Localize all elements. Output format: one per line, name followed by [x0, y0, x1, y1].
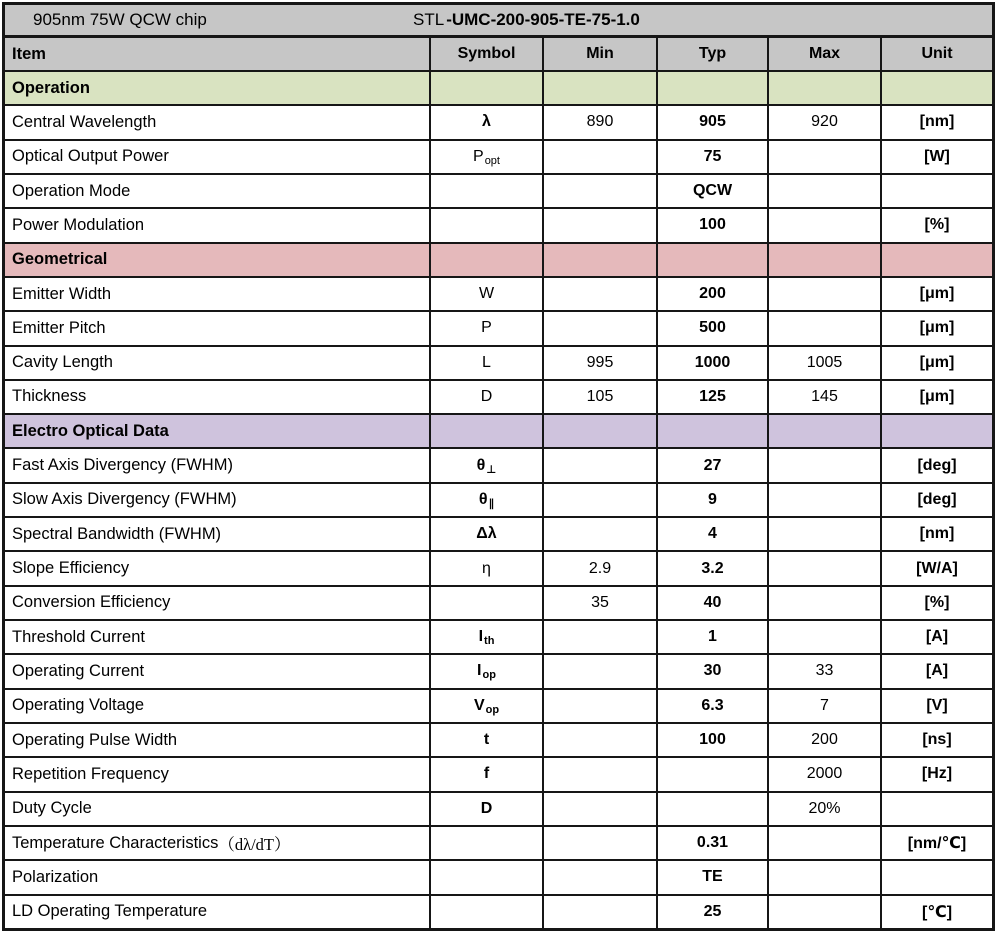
cell-item — [5, 587, 431, 619]
cell-symbol — [431, 106, 544, 138]
cell-min — [544, 827, 658, 859]
cell-item — [5, 827, 431, 859]
cell-unit: [μm] — [919, 285, 955, 303]
item-label: Emitter Width — [12, 284, 112, 303]
cell-min — [544, 244, 658, 276]
cell-unit: [W] — [924, 147, 950, 165]
cell-symbol — [431, 655, 544, 687]
item-label: Spectral Bandwidth (FWHM) — [12, 524, 222, 543]
cell-max: 2000 — [769, 758, 882, 790]
cell-unit: [W/A] — [916, 559, 958, 577]
spec-row-conversion-efficiency — [5, 587, 992, 621]
cell-typ: 3.2 — [658, 552, 769, 584]
cell-min — [544, 415, 658, 447]
item-label: Central Wavelength — [12, 112, 157, 131]
cell-unit: [deg] — [917, 490, 957, 508]
cell-min: 105 — [544, 381, 658, 413]
cell-max — [769, 861, 882, 893]
cell-item — [5, 552, 431, 584]
cell-max — [769, 209, 882, 241]
cell-item — [5, 312, 431, 344]
cell-symbol — [431, 72, 544, 104]
spec-row-fast-axis-divergency-fwhm — [5, 449, 992, 483]
cell-item — [5, 724, 431, 756]
cell-unit — [882, 415, 992, 447]
cell-max — [769, 621, 882, 653]
section-label: Geometrical — [12, 250, 108, 269]
cell-item — [5, 484, 431, 516]
item-label: Thickness — [12, 387, 87, 406]
spec-row-operating-pulse-width — [5, 724, 992, 758]
cell-unit: [nm/℃] — [907, 835, 967, 853]
symbol-text: I — [477, 662, 482, 680]
cell-symbol — [431, 724, 544, 756]
cell-max — [769, 827, 882, 859]
cell-min — [544, 175, 658, 207]
cell-item — [5, 209, 431, 241]
cell-min — [544, 793, 658, 825]
item-label: Operation Mode — [12, 181, 131, 200]
cell-item — [5, 106, 431, 138]
symbol-subscript: th — [484, 635, 495, 648]
cell-max — [769, 244, 882, 276]
model-code: -UMC-200-905-TE-75-1.0 — [446, 10, 640, 29]
item-label: Operating Current — [12, 661, 145, 680]
cell-typ: 25 — [658, 896, 769, 928]
cell-item — [5, 655, 431, 687]
item-label-formula: （dλ/dT） — [218, 835, 291, 855]
spec-row-thickness — [5, 381, 992, 415]
cell-typ: 200 — [658, 278, 769, 310]
cell-max — [769, 518, 882, 550]
cell-unit — [882, 72, 992, 104]
cell-item — [5, 347, 431, 379]
spec-row-cavity-length — [5, 347, 992, 381]
item-label: Slow Axis Divergency (FWHM) — [12, 490, 237, 509]
cell-item — [5, 244, 431, 276]
spec-row-optical-output-power — [5, 141, 992, 175]
cell-unit: [℃] — [921, 903, 953, 921]
product-name: 905nm 75W QCW chip — [33, 10, 207, 29]
cell-typ: 9 — [658, 484, 769, 516]
cell-symbol — [431, 449, 544, 481]
spec-row-emitter-pitch — [5, 312, 992, 346]
cell-unit: [nm] — [919, 113, 955, 131]
cell-max — [769, 484, 882, 516]
cell-symbol — [431, 244, 544, 276]
cell-typ: 4 — [658, 518, 769, 550]
section-label: Electro Optical Data — [12, 421, 169, 440]
cell-unit: [%] — [924, 593, 950, 611]
item-label: Polarization — [12, 867, 99, 886]
cell-typ: 100 — [658, 724, 769, 756]
cell-min: 35 — [544, 587, 658, 619]
cell-typ: 0.31 — [658, 827, 769, 859]
cell-max — [769, 72, 882, 104]
cell-symbol — [431, 381, 544, 413]
item-label: Operating Pulse Width — [12, 730, 178, 749]
spec-row-slope-efficiency — [5, 552, 992, 586]
cell-min — [544, 518, 658, 550]
cell-unit: [Hz] — [921, 765, 953, 783]
cell-min: 890 — [544, 106, 658, 138]
cell-max — [769, 449, 882, 481]
cell-symbol — [431, 793, 544, 825]
cell-symbol — [431, 209, 544, 241]
cell-max: 1005 — [769, 347, 882, 379]
cell-typ: 40 — [658, 587, 769, 619]
cell-symbol — [431, 484, 544, 516]
cell-min — [544, 690, 658, 722]
cell-item — [5, 449, 431, 481]
cell-symbol — [431, 552, 544, 584]
cell-max — [769, 175, 882, 207]
cell-max — [769, 312, 882, 344]
cell-item — [5, 175, 431, 207]
cell-typ — [658, 244, 769, 276]
cell-item — [5, 861, 431, 893]
item-label: Operating Voltage — [12, 696, 145, 715]
symbol-text: λ — [482, 113, 491, 131]
cell-min: 995 — [544, 347, 658, 379]
symbol-subscript: opt — [484, 154, 500, 167]
cell-min: 2.9 — [544, 552, 658, 584]
cell-item — [5, 278, 431, 310]
spec-row-operating-voltage — [5, 690, 992, 724]
cell-min — [544, 312, 658, 344]
symbol-text: D — [480, 799, 493, 817]
cell-symbol — [431, 690, 544, 722]
cell-symbol — [431, 896, 544, 928]
cell-typ: 100 — [658, 209, 769, 241]
item-label: Threshold Current — [12, 627, 145, 646]
symbol-text: f — [483, 765, 490, 783]
spec-row-operating-current — [5, 655, 992, 689]
item-label: Power Modulation — [12, 215, 145, 234]
item-label: Fast Axis Divergency (FWHM) — [12, 456, 233, 475]
cell-min — [544, 621, 658, 653]
cell-item — [5, 793, 431, 825]
cell-symbol — [431, 518, 544, 550]
cell-typ: TE — [658, 861, 769, 893]
cell-max: 920 — [769, 106, 882, 138]
spec-row-polarization — [5, 861, 992, 895]
model-number — [413, 10, 640, 30]
spec-row-temperature-characteristics — [5, 827, 992, 861]
section-row-geometrical — [5, 244, 992, 278]
cell-symbol — [431, 827, 544, 859]
cell-typ: 500 — [658, 312, 769, 344]
item-label: Cavity Length — [12, 353, 113, 372]
cell-min — [544, 449, 658, 481]
symbol-text: I — [478, 628, 484, 646]
cell-symbol — [431, 312, 544, 344]
cell-max — [769, 896, 882, 928]
cell-symbol — [431, 347, 544, 379]
cell-item — [5, 415, 431, 447]
cell-symbol — [431, 587, 544, 619]
cell-unit — [882, 793, 992, 825]
cell-min — [544, 484, 658, 516]
spec-row-repetition-frequency — [5, 758, 992, 792]
symbol-text: θ — [476, 456, 486, 474]
cell-typ — [658, 415, 769, 447]
symbol-text: Δλ — [476, 525, 497, 543]
column-header-min: Min — [544, 38, 658, 70]
cell-unit: [A] — [925, 662, 949, 680]
item-label: Repetition Frequency — [12, 764, 169, 783]
cell-max — [769, 141, 882, 173]
cell-max — [769, 587, 882, 619]
symbol-text: W — [478, 285, 495, 303]
cell-unit: [ns] — [922, 731, 952, 749]
symbol-text: V — [473, 696, 485, 714]
symbol-subscript: op — [482, 669, 496, 682]
spec-row-power-modulation — [5, 209, 992, 243]
item-label: Duty Cycle — [12, 799, 92, 818]
cell-min — [544, 896, 658, 928]
cell-symbol — [431, 861, 544, 893]
cell-symbol — [431, 175, 544, 207]
column-header-max: Max — [769, 38, 882, 70]
cell-max — [769, 278, 882, 310]
cell-symbol — [431, 141, 544, 173]
cell-item — [5, 690, 431, 722]
cell-typ: 905 — [658, 106, 769, 138]
cell-unit — [882, 861, 992, 893]
cell-min — [544, 278, 658, 310]
cell-item — [5, 518, 431, 550]
item-label: Emitter Pitch — [12, 318, 106, 337]
cell-item — [5, 621, 431, 653]
symbol-subscript: ∥ — [488, 498, 495, 511]
cell-typ: 1 — [658, 621, 769, 653]
spec-table — [2, 2, 995, 931]
cell-symbol — [431, 621, 544, 653]
item-label: Optical Output Power — [12, 147, 169, 166]
symbol-text: η — [482, 559, 491, 577]
cell-typ — [658, 793, 769, 825]
cell-symbol — [431, 415, 544, 447]
cell-min — [544, 724, 658, 756]
title-bar — [5, 5, 992, 38]
cell-unit: [μm] — [919, 353, 955, 371]
symbol-text: P — [481, 319, 492, 337]
spec-row-emitter-width — [5, 278, 992, 312]
cell-max — [769, 552, 882, 584]
cell-unit: [V] — [926, 696, 948, 714]
item-label: Temperature Characteristics — [12, 833, 219, 852]
section-label: Operation — [12, 78, 90, 97]
cell-item — [5, 141, 431, 173]
cell-typ: 125 — [658, 381, 769, 413]
cell-unit: [μm] — [919, 387, 955, 405]
column-header-symbol: Symbol — [431, 38, 544, 70]
item-label: Conversion Efficiency — [12, 593, 171, 612]
spec-row-slow-axis-divergency-fwhm — [5, 484, 992, 518]
cell-unit: [μm] — [919, 319, 955, 337]
cell-max: 20% — [769, 793, 882, 825]
cell-min — [544, 209, 658, 241]
cell-max: 33 — [769, 655, 882, 687]
item-label: Slope Efficiency — [12, 559, 130, 578]
cell-item — [5, 758, 431, 790]
spec-row-duty-cycle — [5, 793, 992, 827]
spec-row-operation-mode — [5, 175, 992, 209]
symbol-subscript: ⊥ — [486, 464, 497, 477]
spec-row-central-wavelength — [5, 106, 992, 140]
cell-unit — [882, 175, 992, 207]
section-row-operation — [5, 72, 992, 106]
cell-typ: 30 — [658, 655, 769, 687]
cell-item — [5, 381, 431, 413]
cell-unit: [A] — [925, 628, 949, 646]
cell-min — [544, 72, 658, 104]
cell-typ: 6.3 — [658, 690, 769, 722]
cell-min — [544, 758, 658, 790]
symbol-text: L — [482, 353, 491, 371]
column-header-unit: Unit — [921, 45, 953, 62]
symbol-text: t — [483, 731, 490, 749]
cell-typ: 75 — [658, 141, 769, 173]
cell-max: 145 — [769, 381, 882, 413]
cell-unit — [882, 244, 992, 276]
column-header-typ: Typ — [658, 38, 769, 70]
cell-min — [544, 141, 658, 173]
symbol-subscript: op — [485, 703, 500, 716]
cell-unit: [nm] — [919, 525, 955, 543]
cell-symbol — [431, 758, 544, 790]
symbol-text: θ — [478, 490, 488, 508]
spec-row-spectral-bandwidth-fwhm — [5, 518, 992, 552]
spec-row-ld-operating-temperature — [5, 896, 992, 928]
cell-unit: [%] — [924, 216, 950, 234]
cell-max: 7 — [769, 690, 882, 722]
cell-typ: QCW — [658, 175, 769, 207]
cell-typ — [658, 758, 769, 790]
model-prefix: STL — [413, 10, 445, 29]
cell-symbol — [431, 278, 544, 310]
cell-item — [5, 72, 431, 104]
column-header-row — [5, 38, 992, 72]
cell-typ: 1000 — [658, 347, 769, 379]
symbol-text: P — [473, 147, 484, 165]
cell-min — [544, 655, 658, 687]
cell-max — [769, 415, 882, 447]
cell-typ — [658, 72, 769, 104]
cell-min — [544, 861, 658, 893]
cell-unit: [deg] — [917, 456, 957, 474]
section-row-electro-optical-data — [5, 415, 992, 449]
cell-typ: 27 — [658, 449, 769, 481]
item-label: LD Operating Temperature — [12, 902, 208, 921]
spec-row-threshold-current — [5, 621, 992, 655]
cell-item — [5, 896, 431, 928]
cell-max: 200 — [769, 724, 882, 756]
column-header-item: Item — [5, 38, 431, 70]
symbol-text: D — [480, 387, 493, 405]
